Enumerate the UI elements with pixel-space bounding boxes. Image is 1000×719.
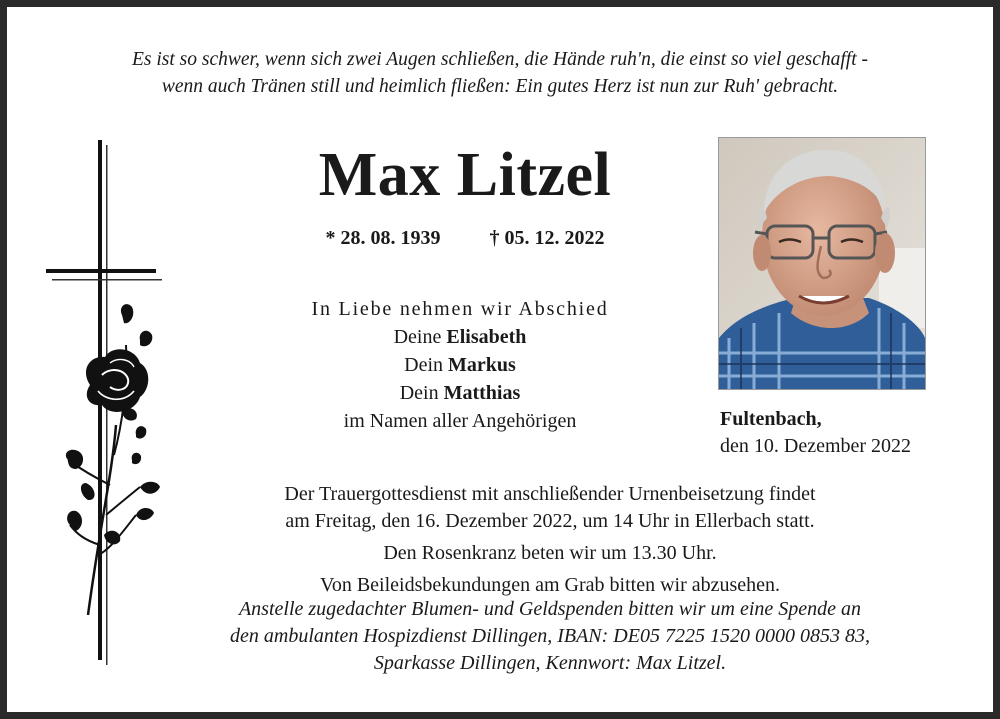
place-date (720, 406, 911, 460)
mourner-name: Elisabeth (446, 326, 527, 348)
mourners-closing: im Namen aller Angehörigen (343, 410, 577, 432)
mourner-line (210, 323, 710, 351)
farewell-intro: In Liebe nehmen wir Abschied (311, 298, 609, 320)
mourner-name: Markus (448, 354, 516, 376)
service-info (160, 481, 940, 599)
place-date-line: den 10. Dezember 2022 (720, 435, 912, 457)
deceased-name: Max Litzel (318, 141, 612, 209)
motto-line-1: Es ist so schwer, wenn sich zwei Augen schließen, die Hände ruh'n, die einst so viel geschafft - (131, 49, 869, 70)
mourner-prefix: Dein (399, 382, 439, 404)
rosary-line: Den Rosenkranz beten wir um 13.30 Uhr. (383, 542, 717, 564)
donation-line-2: den ambulanten Hospizdienst Dillingen, IBAN: DE05 7225 1520 0000 0853 83, (230, 625, 870, 647)
service-line-1: Der Trauergottesdienst mit anschließender Urnenbeisetzung findet (284, 483, 816, 505)
death-date: † 05. 12. 2022 (489, 227, 605, 249)
motto-verse (20, 46, 980, 100)
condolences-line: Von Beileidsbekundungen am Grab bitten wir abzusehen. (319, 574, 781, 596)
portrait-photo (718, 137, 926, 390)
place-town: Fultenbach, (720, 408, 822, 430)
mourner-prefix: Deine (393, 326, 442, 348)
mourner-name: Matthias (443, 382, 521, 404)
mourner-line (210, 379, 710, 407)
service-line-2: am Freitag, den 16. Dezember 2022, um 14 Uhr in Ellerbach statt. (285, 510, 815, 532)
mourners-block (210, 295, 710, 435)
donation-line-3: Sparkasse Dillingen, Kennwort: Max Litzel. (373, 652, 727, 674)
cross-with-rose-icon (40, 135, 170, 675)
donation-line-1: Anstelle zugedachter Blumen- und Geldspenden bitten wir um eine Spende an (238, 598, 862, 620)
donation-request (130, 596, 970, 677)
mourner-prefix: Dein (404, 354, 444, 376)
motto-line-2: wenn auch Tränen still und heimlich fließen: Ein gutes Herz ist nun zur Ruh' gebracht. (161, 76, 839, 97)
mourner-line (210, 351, 710, 379)
life-dates (210, 227, 720, 250)
birth-date: * 28. 08. 1939 (325, 227, 441, 249)
